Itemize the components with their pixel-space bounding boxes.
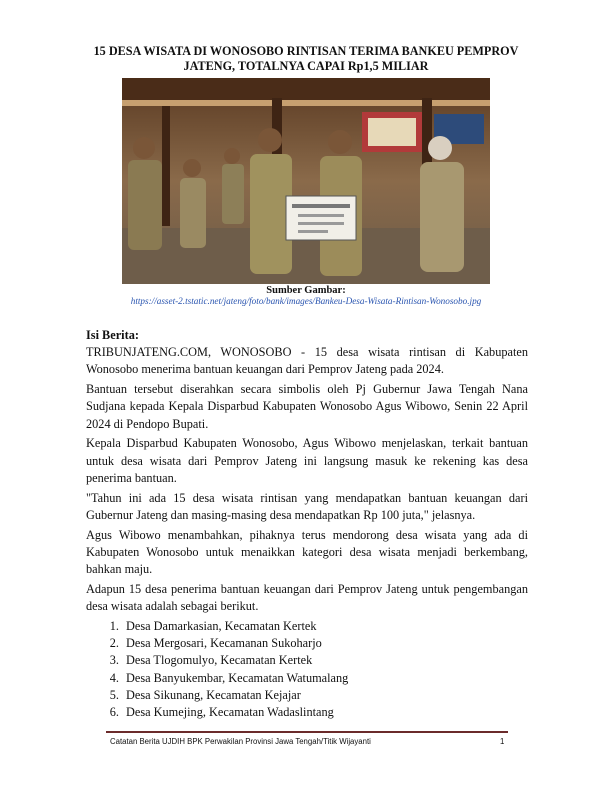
paragraph: Agus Wibowo menambahkan, pihaknya terus mendorong desa wisata yang ada di Kabupaten Wonosobo untuk menaikkan kategori desa wisata menjadi berkembang, bahkan maju. bbox=[86, 527, 528, 577]
footer-text: Catatan Berita UJDIH BPK Perwakilan Provinsi Jawa Tengah/Titik Wijayanti bbox=[110, 737, 371, 746]
list-item: 2. Desa Mergosari, Kecamanan Sukoharjo bbox=[122, 635, 528, 652]
article-body bbox=[86, 327, 528, 722]
paragraph: Kepala Disparbud Kabupaten Wonosobo, Agus Wibowo menjelaskan, terkait bantuan untuk desa wisata dari Pemprov Jateng ini langsung masuk ke rekening kas desa penerima bantuan. bbox=[86, 436, 528, 485]
paragraph: Adapun 15 desa penerima bantuan keuangan dari Pemprov Jateng untuk pengembangan desa wisata adalah sebagai berikut. bbox=[86, 581, 528, 614]
news-photo bbox=[122, 78, 490, 284]
footer-rule bbox=[106, 731, 508, 733]
paragraph: "Tahun ini ada 15 desa wisata rintisan yang mendapatkan bantuan keuangan dari Gubernur Jateng dan masing-masing desa mendapatkan Rp 100 juta," jelasnya. bbox=[86, 490, 528, 522]
paragraph: TRIBUNJATENG.COM, WONOSOBO - 15 desa wisata rintisan di Kabupaten Wonosobo menerima bantuan keuangan dari Pemprov Jateng pada 2024. bbox=[86, 345, 528, 377]
page-number: 1 bbox=[500, 737, 505, 746]
paragraph: Bantuan tersebut diserahkan secara simbolis oleh Pj Gubernur Jawa Tengah Nana Sudjana kepada Kepala Disparbud Kabupaten Wonosobo Agus Wibowo, Senin 22 April 2024 di Pendopo Bupati. bbox=[86, 382, 528, 431]
image-source-label: Sumber Gambar: bbox=[266, 285, 346, 296]
image-source-link[interactable]: https://asset-2.tstatic.net/jateng/foto/bank/images/Bankeu-Desa-Wisata-Rintisan-Wonosobo.jpg bbox=[130, 296, 482, 306]
village-list bbox=[86, 618, 528, 722]
photo-illustration bbox=[122, 78, 490, 284]
list-item: 1. Desa Damarkasian, Kecamatan Kertek bbox=[122, 618, 528, 635]
article-title: 15 DESA WISATA DI WONOSOBO RINTISAN TERIMA BANKEU PEMPROV JATENG, TOTALNYA CAPAI Rp1,5 MILIAR bbox=[93, 44, 519, 73]
list-item: 5. Desa Sikunang, Kecamatan Kejajar bbox=[122, 687, 528, 704]
list-item: 4. Desa Banyukembar, Kecamatan Watumalang bbox=[122, 670, 528, 687]
body-heading: Isi Berita: bbox=[86, 328, 139, 342]
list-item: 3. Desa Tlogomulyo, Kecamatan Kertek bbox=[122, 652, 528, 669]
list-item: 6. Desa Kumejing, Kecamatan Wadaslintang bbox=[122, 704, 528, 721]
